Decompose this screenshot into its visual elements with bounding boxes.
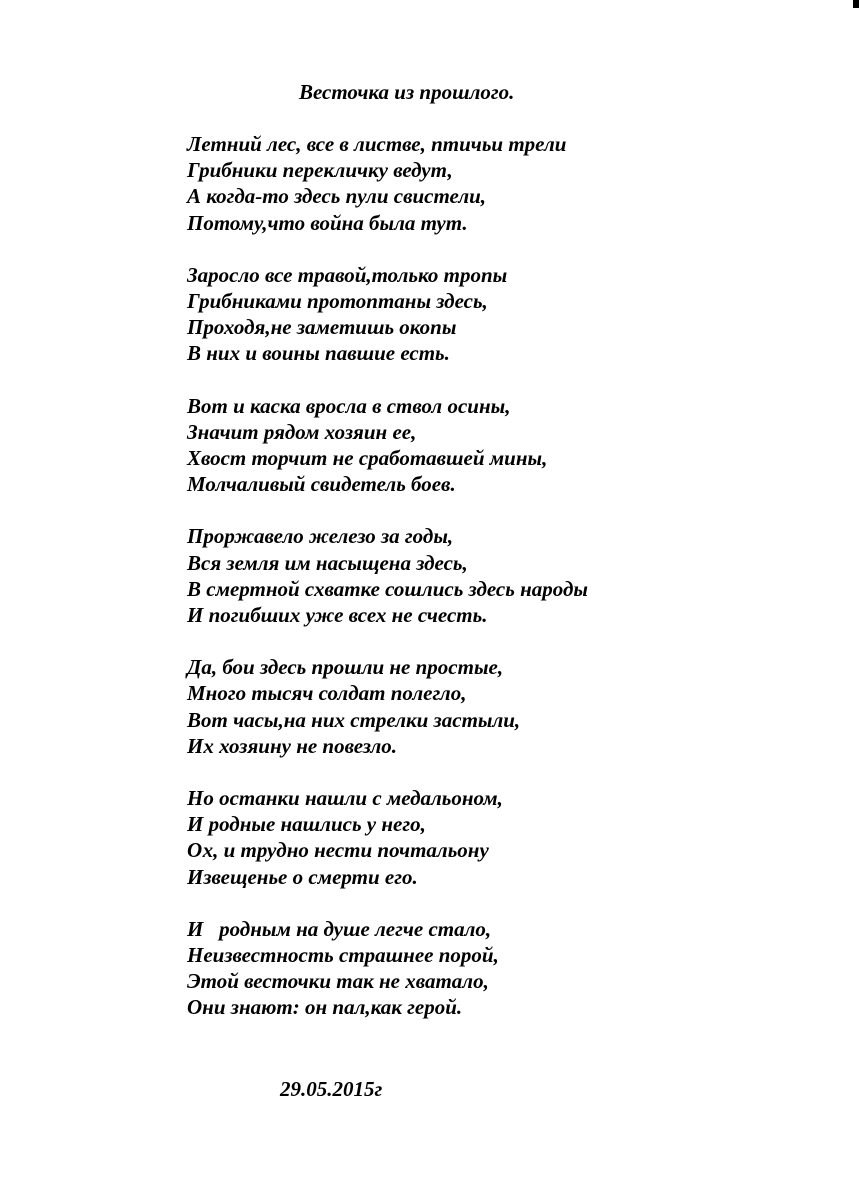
- stanza-2: [187, 262, 588, 367]
- poem-line: Но останки нашли с медальоном,: [187, 786, 503, 811]
- poem-line: И родные нашлись у него,: [187, 812, 426, 837]
- poem-line: Грибниками протоптаны здесь,: [187, 289, 488, 314]
- poem-line: Молчаливый свидетель боев.: [187, 472, 456, 497]
- poem-line: Грибники перекличку ведут,: [187, 158, 453, 183]
- poem-line: Вот и каска вросла в ствол осины,: [187, 393, 511, 418]
- poem-line: Они знают: он пал,как герой.: [187, 995, 463, 1020]
- poem-date: 29.05.2015г: [280, 1077, 383, 1101]
- poem-line: В смертной схватке сошлись здесь народы: [187, 576, 588, 601]
- poem-title: Весточка из прошлого.: [299, 80, 515, 104]
- poem-line: Этой весточки так не хватало,: [187, 969, 489, 994]
- poem-line: Потому,что война была тут.: [187, 210, 468, 235]
- poem-body: [187, 131, 588, 1047]
- stanza-7: [187, 916, 588, 1021]
- scan-corner-mark: [853, 0, 859, 8]
- stanza-1: [187, 131, 588, 236]
- poem-line: И родным на душе легче стало,: [187, 916, 492, 941]
- stanza-3: [187, 393, 588, 498]
- poem-line: Заросло все травой,только тропы: [187, 262, 508, 287]
- stanza-5: [187, 654, 588, 759]
- poem-line: Летний лес, все в листве, птичьи трели: [187, 132, 567, 156]
- poem-line: Много тысяч солдат полегло,: [187, 681, 467, 706]
- poem-line: Хвост торчит не сработавшей мины,: [187, 446, 548, 471]
- stanza-4: [187, 523, 588, 628]
- poem-line: Неизвестность страшнее порой,: [187, 943, 499, 968]
- poem-line: Вот часы,на них стрелки застыли,: [187, 707, 521, 732]
- poem-line: Извещенье о смерти его.: [187, 864, 418, 889]
- poem-line: Их хозяину не повезло.: [187, 733, 397, 758]
- poem-line: Значит рядом хозяин ее,: [187, 419, 417, 444]
- poem-line: А когда-то здесь пули свистели,: [187, 184, 487, 209]
- poem-line: Вся земля им насыщена здесь,: [187, 550, 468, 575]
- poem-line: В них и воины павшие есть.: [187, 341, 450, 366]
- poem-line: Да, бои здесь прошли не простые,: [187, 655, 504, 680]
- poem-line: Ох, и трудно нести почтальону: [187, 838, 489, 863]
- poem-line: И погибших уже всех не счесть.: [187, 603, 488, 628]
- poem-line: Проржавело железо за годы,: [187, 524, 454, 549]
- stanza-6: [187, 785, 588, 890]
- poem-line: Проходя,не заметишь окопы: [187, 315, 457, 340]
